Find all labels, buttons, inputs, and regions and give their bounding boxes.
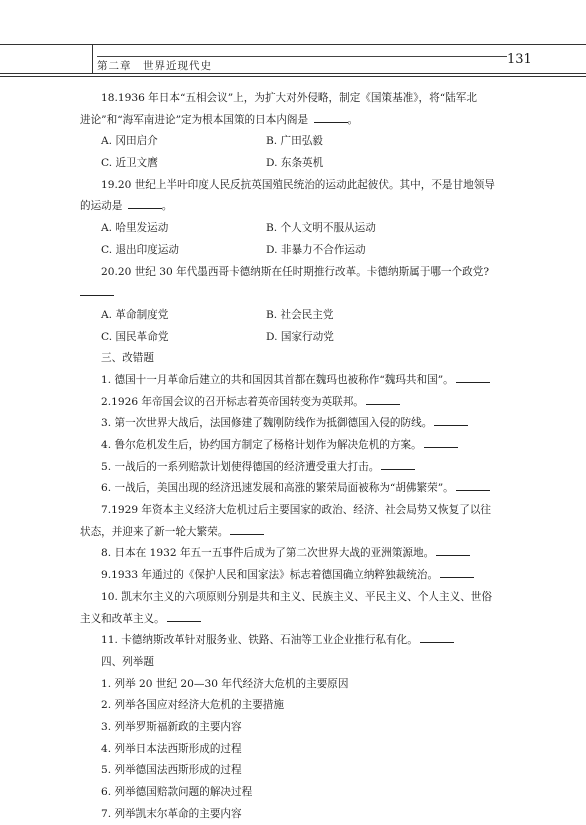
option-a: A. 冈田启介 [101, 135, 158, 148]
question-19-line1: 19.20 世纪上半叶印度人民反抗英国殖民统治的运动此起彼伏。其中，不是甘地领导 [101, 178, 495, 191]
answer-blank[interactable] [80, 283, 114, 296]
listing-item: 2. 列举各国应对经济大危机的主要措施 [101, 699, 284, 712]
answer-blank[interactable] [436, 543, 470, 556]
option-c: C. 退出印度运动 [101, 243, 180, 256]
correction-item: 11. 卡德纳斯改革针对服务业、铁路、石油等工业企业推行私有化。 [80, 630, 507, 652]
option-c: C. 国民革命党 [101, 330, 169, 343]
question-20-blank-line [80, 283, 507, 305]
header-bottom-rule [0, 73, 586, 74]
option-b: B. 广田弘毅 [266, 135, 323, 148]
correction-item: 1. 德国十一月革命后建立的共和国因其首都在魏玛也被称作“魏玛共和国”。 [80, 370, 507, 392]
listing-item: 7. 列举凯末尔革命的主要内容 [101, 807, 242, 820]
option-d: D. 国家行动党 [266, 330, 334, 343]
answer-blank[interactable] [128, 196, 162, 209]
answer-blank[interactable] [434, 413, 468, 426]
answer-blank[interactable] [440, 565, 474, 578]
question-18-line2: 进论”和“海军南进论”定为根本国策的日本内阁是 。 [80, 110, 507, 132]
correction-item: 6. 一战后，美国出现的经济迅速发展和高涨的繁荣局面被称为“胡佛繁荣”。 [80, 478, 507, 500]
answer-blank[interactable] [314, 110, 348, 123]
page-content [80, 88, 507, 825]
question-19-line2: 的运动是 。 [80, 196, 507, 218]
option-a: A. 哈里发运动 [101, 222, 169, 235]
question-18-options-1 [80, 131, 507, 153]
question-19-options-1 [80, 218, 507, 240]
listing-item: 4. 列举日本法西斯形成的过程 [101, 742, 242, 755]
listing-item: 3. 列举罗斯福新政的主要内容 [101, 720, 242, 733]
answer-blank[interactable] [167, 609, 201, 622]
correction-item-7-line2: 状态，并迎来了新一轮大繁荣。 [80, 522, 507, 544]
option-c: C. 近卫文麿 [101, 157, 158, 170]
question-20-options-1 [80, 305, 507, 327]
page-number: 131 [507, 52, 532, 67]
listing-item: 1. 列举 20 世纪 20—30 年代经济大危机的主要原因 [101, 677, 349, 690]
correction-item: 5. 一战后的一系列赔款计划使得德国的经济遭受重大打击。 [80, 457, 507, 479]
answer-blank[interactable] [424, 435, 458, 448]
listing-item: 5. 列举德国法西斯形成的过程 [101, 764, 242, 777]
section-heading-listing: 四、列举题 [101, 655, 154, 668]
question-20-line1: 20.20 世纪 30 年代墨西哥卡德纳斯在任时期推行改革。卡德纳斯属于哪一个政党? [101, 265, 489, 278]
question-18-line1: 18.1936 年日本“五相会议”上，为扩大对外侵略，制定《国策基准》，将“陆军北 [101, 92, 477, 104]
answer-blank[interactable] [456, 478, 490, 491]
correction-item: 9.1933 年通过的《保护人民和国家法》标志着德国确立纳粹独裁统治。 [80, 565, 507, 587]
header-inner-rule [97, 56, 507, 57]
answer-blank[interactable] [366, 392, 400, 405]
question-19-options-2 [80, 240, 507, 262]
section-heading-correction: 三、改错题 [101, 352, 154, 365]
option-d: D. 非暴力不合作运动 [266, 243, 366, 256]
answer-blank[interactable] [230, 522, 264, 535]
listing-item: 6. 列举德国赔款问题的解决过程 [101, 786, 253, 798]
correction-item-10-line2: 主义和改革主义。 [80, 609, 507, 631]
question-18-options-2 [80, 153, 507, 175]
correction-item-7-line1: 7.1929 年资本主义经济大危机过后主要国家的政治、经济、社会局势又恢复了以往 [101, 504, 492, 517]
correction-item: 2.1926 年帝国会议的召开标志着英帝国转变为英联邦。 [80, 392, 507, 414]
question-20-options-2 [80, 327, 507, 349]
option-a: A. 革命制度党 [101, 308, 169, 321]
answer-blank[interactable] [456, 370, 490, 383]
header-bottom-rule-2 [0, 76, 586, 77]
correction-item-10-line1: 10. 凯末尔主义的六项原则分别是共和主义、民族主义、平民主义、个人主义、世俗 [101, 590, 492, 603]
answer-blank[interactable] [381, 457, 415, 470]
chapter-title: 第二章 世界近现代史 [97, 60, 212, 72]
correction-item: 3. 第一次世界大战后，法国修建了魏刚防线作为抵御德国入侵的防线。 [80, 413, 507, 435]
header-separator [92, 44, 93, 74]
answer-blank[interactable] [420, 630, 454, 643]
option-b: B. 个人文明不服从运动 [266, 222, 376, 235]
correction-item: 4. 鲁尔危机发生后，协约国方制定了杨格计划作为解决危机的方案。 [80, 435, 507, 457]
option-b: B. 社会民主党 [266, 308, 334, 321]
header-top-rule [0, 44, 586, 45]
option-d: D. 东条英机 [266, 157, 324, 170]
correction-item: 8. 日本在 1932 年五一五事件后成为了第二次世界大战的亚洲策源地。 [80, 543, 507, 565]
